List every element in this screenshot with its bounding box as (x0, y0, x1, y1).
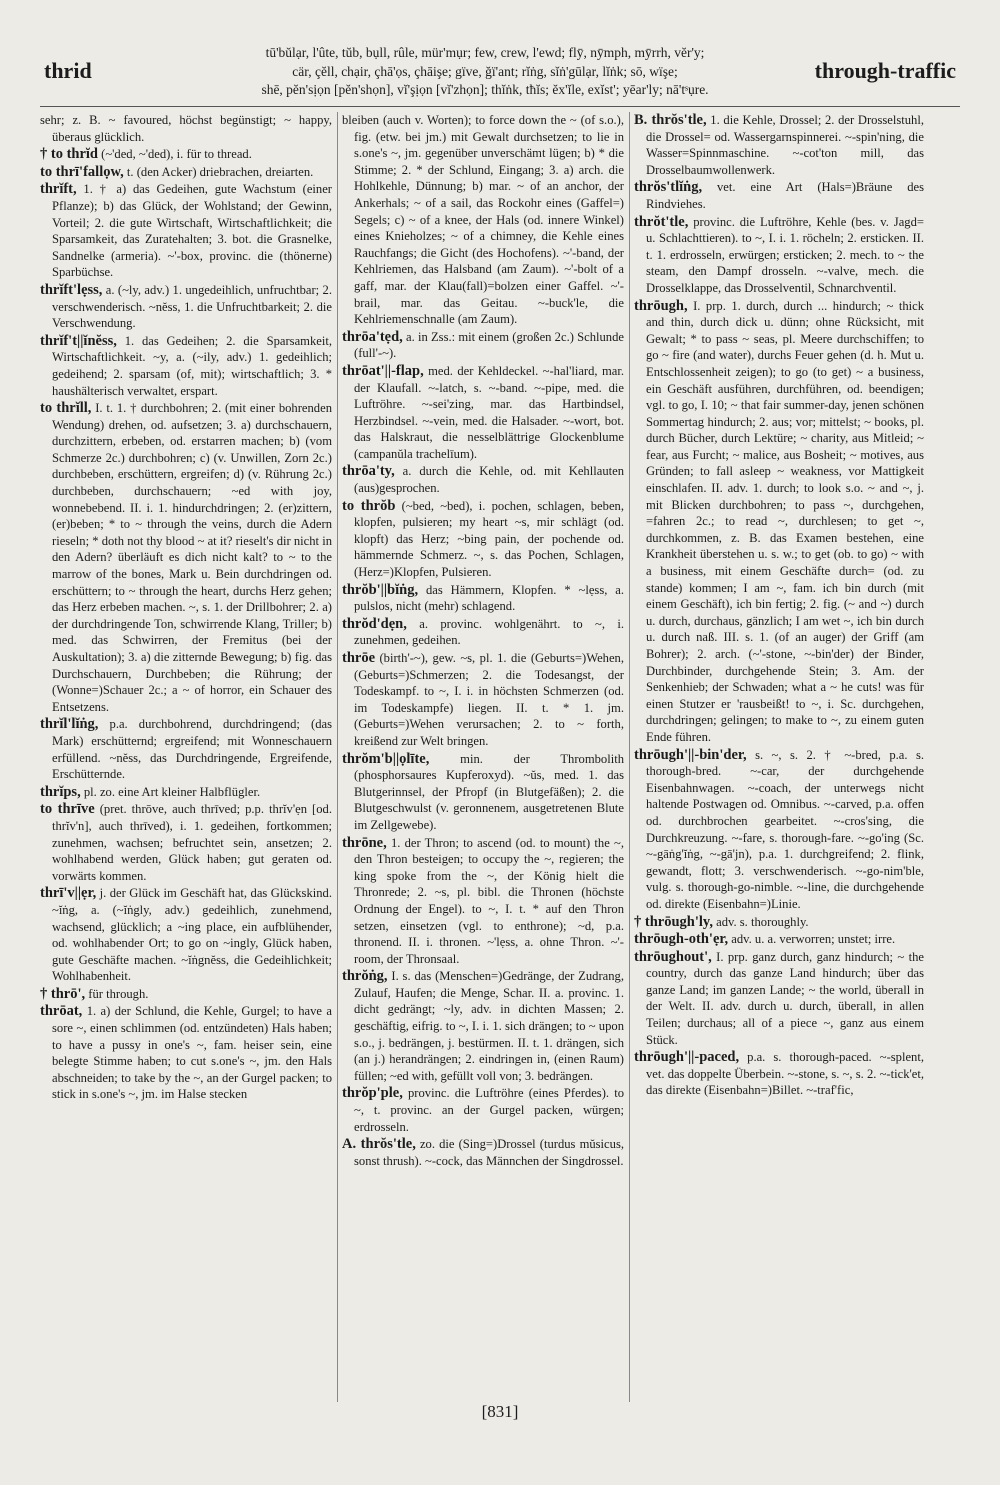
entry-headword: thrōat'||-flap, (342, 362, 424, 379)
entry-definition: (~'ded, ~'ded), i. für to thread. (98, 147, 252, 162)
dictionary-entry (40, 164, 332, 181)
entry-headword: thrĭft'lẹss, (40, 281, 103, 298)
entry-definition: (~bed, ~bed), i. pochen, schlagen, beben, klopfen, pulsieren; my heart ~s, mir schlägt (od. klopft) das Herz; ~bing pain, der pochende od. hämmernde Schmerz. ~, s. das Pochen, Schlagen, (Herz=)Klopfen, Pulsieren. (354, 498, 624, 580)
entry-headword: thrĭf't||ĭnĕss, (40, 332, 117, 349)
dictionary-entry (40, 1003, 332, 1103)
entry-definition: 1. a) der Schlund, die Kehle, Gurgel; to have a sore ~, einen schlimmen (od. entzündeten) Hals haben; to have a pussy in one's ~, fam. heiser sein, eine belegte Stimme haben; to cut s.one's ~, jm. den Hals abschneiden; to take by the ~, an der Gurgel packen; to stick in s.one's ~, jm. im Halse stecken (52, 1004, 332, 1102)
dictionary-entry (634, 931, 924, 948)
column-3 (634, 112, 924, 1402)
entry-definition: das Hämmern, Klopfen. * ~lẹss, a. pulslos, nicht (mehr) schlagend. (354, 582, 624, 614)
entry-definition: vet. eine Art (Hals=)Bräune des Rindviehes. (646, 180, 924, 211)
header-rule (40, 106, 960, 107)
dictionary-entry (342, 463, 624, 496)
dictionary-entry (342, 968, 624, 1084)
entry-definition: (pret. thrōve, auch thrīved; p.p. thrĭv'ẹn [od. thrĭv'n], auch thrīved), i. 1. gedeihen, fortkommen; zunehmen, wachsen; befruchtet sein, ansetzen; 2. wohlhabend werden, Glück haben; gut geraten od. vorwärts kommen. (52, 802, 332, 883)
dictionary-entry (40, 885, 332, 985)
entry-headword: thrŏp'ple, (342, 1085, 403, 1102)
dictionary-entry (40, 333, 332, 399)
entry-headword: A. thrŏs'tle, (342, 1136, 416, 1153)
dictionary-entry (634, 214, 924, 297)
dictionary-entry (342, 650, 624, 750)
dictionary-entry (634, 298, 924, 746)
pronunciation-key-line: shē, pĕn'sịọn [pĕn'shọn], vĭ'şịọn [vĭ'zhọn]; thĭṅk, tħĭs; ĕx'ĭle, exĭst'; yēar'ly; nā'tˢụre. (261, 82, 709, 97)
dictionary-entry (634, 914, 924, 931)
entry-headword: † thrōugh'ly, (634, 913, 713, 930)
entry-definition: s. ~, s. 2. † ~-bred, p.a. s. thorough-bred. ~-car, der durchgehende Eisenbahnwagen. ~-coach, der unterwegs nicht haltende Postwagen od. Omnibus. ~-carved, p.a. offen od. durchbrochen gearbeitet. ~-cros'sing, die Durchkreuzung. ~-fare, s. thorough-fare. ~-go'ing (Sc. ~-gāṅg'ĭṅg, ~-gā'jn), p.a. 1. durchgreifend; 2. flink, gewandt, flott; 3. verschwenderisch. ~-go-nim'ble, vulg. s. thorough-go-nimble. ~-line, die durchgehende od. direkte (Eisenbahn=)Linie. (646, 747, 924, 911)
dictionary-entry (634, 179, 924, 212)
dictionary-entry (342, 751, 624, 834)
dictionary-entry (40, 801, 332, 884)
dictionary-entry (342, 498, 624, 581)
dictionary-entry (342, 582, 624, 615)
entry-headword: thrŏb'||bĭṅg, (342, 581, 419, 598)
entry-headword: thrĭps, (40, 783, 81, 800)
pronunciation-key (180, 44, 790, 100)
dictionary-entry (634, 112, 924, 178)
entry-headword: thrōughout', (634, 948, 712, 965)
entry-headword: to thrĭll, (40, 400, 92, 417)
entry-headword: † to thrĭd (40, 146, 98, 163)
entry-headword: thrī'v||ẹr, (40, 885, 97, 902)
entry-definition: I. prp. ganz durch, ganz hindurch; ~ the country, durch das ganze Land hindurch; über das ganze Land; im ganzen Lande; ~ the world, überall in der Welt. II. adv. durch u. durch, überall, in allen Teilen; durchaus; all of a piece ~, ganz aus einem Stück. (646, 949, 924, 1047)
entry-headword: thrĭft, (40, 181, 77, 198)
entry-headword: thrōugh, (634, 297, 688, 314)
entry-definition: adv. u. a. verworren; unstet; irre. (728, 932, 896, 947)
column-1 (40, 112, 332, 1402)
dictionary-entry (342, 1085, 624, 1135)
entry-headword: thrŏt'tle, (634, 213, 689, 230)
entry-headword: thrŏd'dẹn, (342, 615, 407, 632)
dictionary-entry (40, 400, 332, 715)
dictionary-entry (40, 784, 332, 801)
dictionary-entry (342, 616, 624, 649)
entry-definition: a. provinc. wohlgenährt. to ~, i. zunehmen, gedeihen. (354, 616, 624, 648)
entry-definition: adv. s. thoroughly. (712, 914, 809, 929)
entry-definition: sehr; z. B. ~ favoured, höchst begünstigt; ~ happy, überaus glücklich. (40, 113, 332, 144)
entry-definition: p.a. durchbohrend, durchdringend; (das Mark) erschütternd; ergreifend; mit Wonneschauern erfüllend. ~nĕss, das Durchdringende, Ergreifende, Erschütternde. (52, 717, 332, 782)
pronunciation-key-line: cär, çĕll, chạir, çhā'ọs, çhāişe; gïve, ğï'ant; rĭṅg, sĭṅ'gūlạr, lĭṅk; sō, wïşe; (292, 63, 678, 79)
column-divider (629, 112, 630, 1402)
entry-headword: thrŏṅg, (342, 968, 388, 985)
column-divider (337, 112, 338, 1402)
entry-headword: thrĭl'lĭṅg, (40, 716, 99, 733)
entry-headword: to thrŏb (342, 497, 396, 514)
entry-definition: min. der Thrombolith (phosphorsaures Kupferoxyd). ~ŭs, med. 1. das Blutgerinnsel, der Pfropf (in Blutgefäßen); 2. die Blutgeschwulst (v. geronnenem, ausgetretenen Blute im Zellgewebe). (354, 751, 624, 832)
entry-definition: j. der Glück im Geschäft hat, das Glückskind. ~ĭṅg, a. (~ĭṅgly, adv.) gedeihlich, zunehmend, wachsend, glücklich; a ~ing place, ein aufblühender, od. wohlhabender Ort; to go on ~ingly, Glück haben, gute Geschäfte machen. ~ĭṅgnĕss, die Gedeihlichkeit; Wohlhabenheit. (52, 886, 332, 984)
entry-definition: 1. die Kehle, Drossel; 2. der Drosselstuhl, die Drossel= od. Wassergarnspinnerei. ~-spin'ning, die Wasser=Spinnmaschine. ~-cot'ton mill, das Drosselbaumwollenwerk. (646, 113, 924, 177)
entry-definition: I. prp. 1. durch, durch ... hindurch; ~ thick and thin, durch dick u. dünn; ohne Rücksicht, mit Gewalt; * to pass ~ seas, pl. Meere durchschiffen; to go ~ fire (and water), durchs Feuer gehen (d. h. Mut u. Entschlossenheit zeigen); to go (to get) ~ a business, ein Geschäft ausführen, durchführen, od. beendigen; vgl. to go, I. 10; ~ that fair summer-day, jenen schönen Sommertag hindurch; 2. aus; vor; mittelst; ~ books, pl. durch Bücher, durch Lektüre; ~ charity, aus Mitleid; ~ fear, aus Furcht; ~ malice, aus Bosheit; ~ motives, aus Gründen; to fall asleep ~ weakness, vor Mattigkeit einschlafen. II. adv. 1. durch; to look s.o. ~ and ~, j. mit Blicken durchbohren; to pass ~, durchgehen, =fahren 2c.; to read ~, durchlesen; to get ~, durchkommen, z. B. das Examen bestehen, eine Krankheit überstehen u. s. w.; to get (ob. to go) ~ with a business, mit einem Geschäfte durch= (od. zu stande) kommen; I am ~, fam. ich bin durch (mit einem Geschäft), ich bin fertig; 2. fig. (~ and ~) durch u. durch, durchaus, gänzlich; I am wet ~, ich bin durch u. durch naß. III. s. 1. (of an auger) der Griff (am Bohrer); 2. arch. (~'-stone, ~-bin'der) der Binder, Durchbinder, durchgehende Stein; 3. Am. der Senkenhieb; der Schwaden; what a ~ he cuts! was für einen Stutzer er 'rausbeißt! to ~, i. Sc. durchgehen, durchdringen; gelingen; to make to ~, zu einem guten Ende führen. (646, 298, 924, 744)
dictionary-entry (40, 716, 332, 782)
entry-definition: 1. das Gedeihen; 2. die Sparsamkeit, Wirtschaftlichkeit. ~y, a. (~ily, adv.) 1. gedeihlich; gedeihend; 2. sparsam (of, mit); wirtschaftlich; 3. * haushälterisch verwaltet, erspart. (52, 333, 332, 398)
entry-headword: thrōat, (40, 1003, 83, 1020)
dictionary-entry (634, 949, 924, 1049)
entry-headword: † thrō', (40, 985, 86, 1002)
dictionary-entry (342, 329, 624, 362)
entry-definition: t. (den Acker) driebrachen, dreiarten. (123, 164, 314, 179)
entry-definition: a. in Zss.: mit einem (großen 2c.) Schlunde (full'-~). (354, 329, 624, 361)
entry-headword: thrōa'tẹd, (342, 328, 403, 345)
entry-definition: a. (~ly, adv.) 1. ungedeihlich, unfruchtbar; 2. verschwenderisch. ~nĕss, 1. die Unfruchtbarkeit; 2. die Verschwendung. (52, 282, 332, 331)
entry-definition: zo. die (Sing=)Drossel (turdus mŭsicus, sonst thrush). ~-cock, das Männchen der Singdrossel. (354, 1137, 624, 1168)
entry-definition: p.a. s. thorough-paced. ~-splent, vet. das doppelte Überbein. ~-stone, s. ~, s. 2. ~-tick'et, das direkte (Eisenbahn=)Billet. ~-traf'fic, (646, 1050, 924, 1098)
dictionary-entry (40, 146, 332, 163)
page-number: [831] (481, 1402, 519, 1421)
entry-headword: thrōugh'||-bin'der, (634, 746, 747, 763)
running-head-right: through-traffic (814, 58, 956, 83)
entry-headword: thrōe (342, 650, 376, 666)
dictionary-entry (342, 1136, 624, 1169)
entry-definition: pl. zo. eine Art kleiner Halbflügler. (80, 784, 261, 799)
entry-definition: bleiben (auch v. Worten); to force down the ~ (of s.o.), fig. (etw. bei jm.) mit Gewalt durchsetzen; to lie in s.one's ~, jm. gegenüber unverschämt lügen; b) * die Stimme; 2. * der Schlund, Eingang; 3. a) arch. die Hohlkehle, Dünnung; b) mar. ~ of an anchor, der Ankerhals; ~ of a sail, das Rockohr eines (Gaffel=) Segels; c) ~ of a knee, der Hals (od. innere Winkel) eines Knieholzes; ~ of a chimney, die Kehle eines Rauchfangs; die Gicht (des Hochofens). ~'-band, der Kehlriemen, das Halsband (am Zaum). ~'-bolt of a gaff, mar. der Klau(fall)=bolzen einer Gaffel. ~'-brail, mar. das Geitau. ~-buck'le, die Kehlriemenschnalle (am Zaum). (342, 113, 624, 327)
dictionary-entry (40, 112, 332, 145)
dictionary-entry (342, 835, 624, 968)
entry-definition: für through. (85, 986, 149, 1001)
dictionary-entry (40, 181, 332, 281)
pronunciation-key-line: tū'bŭlạr, l'ûte, tŭb, bụll, rûle, mür'mụr; few, crew, l'ewd; flȳ, nȳmph, mȳrrh, vĕr'y; (265, 45, 705, 60)
entry-headword: to thrī'fallọw, (40, 163, 124, 180)
entry-headword: thrōne, (342, 834, 387, 851)
entry-definition: 1. der Thron; to ascend (od. to mount) the ~, den Thron besteigen; to occupy the ~, regieren; the king spoke from the ~, der König hielt die Thronrede; 2. ~s, pl. bibl. die Thronen (höchste Ordnung der Engel). to ~, I. t. * auf den Thron setzen, einsetzen (vgl. to enthrone); ~d, p.a. thronend. II. i. thronen. ~'lẹss, a. ohne Thron. ~'-room, der Thronsaal. (354, 835, 624, 966)
entry-definition: provinc. die Luftröhre, Kehle (bes. v. Jagd= u. Schlachttieren). to ~, I. i. 1. röcheln; 2. ersticken. II. t. 1. erdrosseln, erwürgen; ersticken; 2. mech. to ~ the steam, den Dampf drosseln. ~-valve, mech. die Drosselklappe, das Drosselventil, Schnarchventil. (646, 214, 924, 295)
entry-definition: I. s. das (Menschen=)Gedränge, der Zudrang, Zulauf, Haufen; die Menge, Schar. II. a. provinc. 1. dicht gedrängt; ~ly, adv. in dichten Massen; 2. geschäftig, eifrig. to ~, I. i. 1. sich drängen; to ~ upon s.o., j. bedrängen, j. bestürmen. II. t. 1. drängen, sich (an j.) herandrängen; 2. eindringen in, (einen Raum) füllen; ~ed with, gefüllt voll von; 3. bedrängen. (354, 969, 624, 1083)
entry-definition: 1. † a) das Gedeihen, gute Wachstum (einer Pflanze); b) das Glück, der Wohlstand; der Gewinn, Vorteil; 2. die gute Wirtschaft, Wirtschaftlichkeit; die Sparsamkeit, das Zuratehalten; 3. bot. die Grasnelke, Sandnelke (armeria). ~'-box, provinc. die (thönerne) Sparbüchse. (52, 182, 332, 280)
dictionary-entry (40, 986, 332, 1003)
entry-definition: I. t. 1. † durchbohren; 2. (mit einer bohrenden Wendung) drehen, od. aufsetzen; 3. a) durchschauern, durchzittern, erbeben, od. erstarren machen; b) (vom Schmerze 2c.) durchbohren; c) (v. Unwillen, Zorn 2c.) durchbeben, erschüttern, ergreifen; d) (v. Rührung 2c.) durchbeben, durchschauern; ~ed with joy, wonnebebend. II. i. 1. hindurchdringen; 2. (er)zittern, (er)beben; * to ~ through the veins, durch die Adern rieseln; * doth not thy blood ~ at it? rieselt's dir nicht in den Adern? überläuft es dich nicht kalt? to ~ to the marrow of the bones, Mark u. Bein durchdringen od. erschüttern; to ~ through the heart, durchs Herz gehen; das Herz erbeben machen. ~, s. 1. der Drillbohrer; 2. a) der durchdringende Ton, schwirrende Klang, Triller; b) med. das Schwirren, der Fremitus (bei der Auskultation); 3. a) die zitternde Bewegung; b) fig. das Durchschauern, Durchbeben; die Rührung; der (Wonne=)Schauer 2c.; a ~ of horror, ein Schauer des Entsetzens. (52, 401, 332, 714)
entry-definition: a. durch die Kehle, od. mit Kehllauten (aus)gesprochen. (354, 464, 624, 496)
dictionary-entry (342, 363, 624, 463)
dictionary-entry (342, 112, 624, 328)
entry-headword: thrŏm'b||ọlīte, (342, 750, 430, 767)
entry-headword: thrōa'ty, (342, 463, 395, 480)
dictionary-entry (40, 282, 332, 332)
entry-headword: to thrīve (40, 801, 95, 818)
dictionary-entry (634, 1049, 924, 1099)
entry-definition: (birth'-~), gew. ~s, pl. 1. die (Geburts=)Wehen, (Geburts=)Schmerzen; 2. die Todesangst, der Todeskampf. to ~, I. i. in höchsten Schmerzen (od. im Todeskampfe) liegen. II. t. * 1. jm. (Geburts=)Wehen verursachen; 2. to ~ forth, kreißend zur Welt bringen. (354, 651, 624, 748)
entry-headword: B. thrŏs'tle, (634, 112, 707, 128)
running-head-left: thrid (44, 58, 92, 83)
entry-headword: thrŏs'tlĭṅg, (634, 179, 703, 196)
dictionary-entry (634, 747, 924, 913)
entry-headword: thrōugh'||-paced, (634, 1049, 740, 1066)
entry-definition: provinc. die Luftröhre (eines Pferdes). to ~, t. provinc. an der Gurgel packen, würgen; erdrosseln. (354, 1086, 624, 1134)
column-2 (342, 112, 624, 1402)
entry-definition: med. der Kehldeckel. ~-hal'liard, mar. der Klaufall. ~-latch, s. ~-band. ~-pipe, med. die Luftröhre. ~-sei'zing, mar. das Hartbindsel, Herzbindsel. ~-vein, med. die Halsader. ~-wort, bot. das Halskraut, die nesselblättrige Glockenblume (campanŭla trachelīum). (354, 363, 624, 461)
entry-headword: thrōugh-oth'ẹr, (634, 931, 729, 948)
